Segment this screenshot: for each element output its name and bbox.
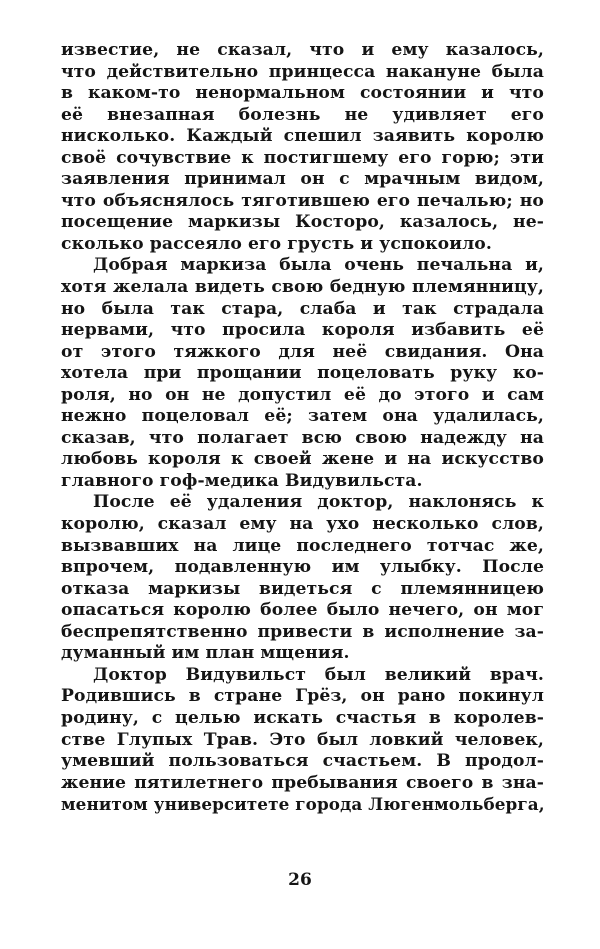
text-line: любовь короля к своей жене и на искусство bbox=[61, 449, 544, 470]
text-line: умевший пользоваться счастьем. В продол- bbox=[61, 751, 544, 772]
text-line: Родившись в стране Грёз, он рано покинул bbox=[61, 686, 544, 707]
text-line: её внезапная болезнь не удивляет его bbox=[61, 104, 544, 125]
paragraph-1 bbox=[61, 40, 544, 255]
text-line: но была так стара, слаба и так страдала bbox=[61, 298, 544, 319]
text-line: впрочем, подавленную им улыбку. После bbox=[61, 557, 544, 578]
text-line: стве Глупых Трав. Это был ловкий человек, bbox=[61, 729, 544, 750]
text-line: сколько рассеяло его грусть и успокоило. bbox=[61, 233, 492, 254]
text-line: от этого тяжкого для неё свидания. Она bbox=[61, 341, 544, 362]
text-line: заявления принимал он с мрачным видом, bbox=[61, 169, 544, 190]
text-line: что действительно принцесса накануне была bbox=[61, 61, 544, 82]
text-line: известие, не сказал, что и ему казалось, bbox=[61, 40, 544, 60]
text-line: своё сочувствие к постигшему его горю; эти bbox=[61, 147, 544, 168]
text-line: посещение маркизы Косторо, казалось, не- bbox=[61, 212, 544, 233]
page-number: 26 bbox=[288, 870, 312, 890]
text-line: Доктор Видувильст был великий врач. bbox=[93, 664, 544, 685]
text-line: роля, но он не допустил её до этого и сам bbox=[61, 384, 544, 405]
text-line: думанный им план мщения. bbox=[61, 643, 350, 664]
paragraph-4 bbox=[61, 665, 544, 816]
text-line: нервами, что просила короля избавить её bbox=[61, 320, 544, 341]
paragraph-2 bbox=[61, 255, 544, 492]
text-line: хотела при прощании поцеловать руку ко- bbox=[61, 363, 544, 384]
text-line: менитом университете города Люгенмольберга, bbox=[61, 794, 545, 815]
text-line: После её удаления доктор, наклонясь к bbox=[93, 492, 544, 513]
text-line: главного гоф-медика Видувильста. bbox=[61, 470, 423, 491]
text-line: беспрепятственно привести в исполнение за- bbox=[61, 621, 544, 642]
text-line: нисколько. Каждый спешил заявить королю bbox=[61, 126, 544, 147]
paragraph-3 bbox=[61, 492, 544, 664]
text-line: хотя желала видеть свою бедную племянницу, bbox=[61, 277, 544, 298]
text-line: нежно поцеловал её; затем она удалилась, bbox=[61, 406, 544, 427]
text-line: королю, сказал ему на ухо несколько слов, bbox=[61, 514, 544, 535]
text-line: жение пятилетнего пребывания своего в зна- bbox=[61, 772, 544, 793]
text-line: сказав, что полагает всю свою надежду на bbox=[61, 427, 544, 448]
text-line: Добрая маркиза была очень печальна и, bbox=[93, 255, 544, 276]
page-body bbox=[61, 40, 544, 816]
text-line: вызвавших на лице последнего тотчас же, bbox=[61, 535, 544, 556]
text-line: что объяснялось тяготившею его печалью; но bbox=[61, 190, 544, 211]
text-line: отказа маркизы видеться с племянницею bbox=[61, 578, 544, 599]
text-line: в каком-то ненормальном состоянии и что bbox=[61, 83, 544, 104]
text-line: опасаться королю более было нечего, он мог bbox=[61, 600, 544, 621]
text-line: родину, с целью искать счастья в королев- bbox=[61, 707, 544, 728]
